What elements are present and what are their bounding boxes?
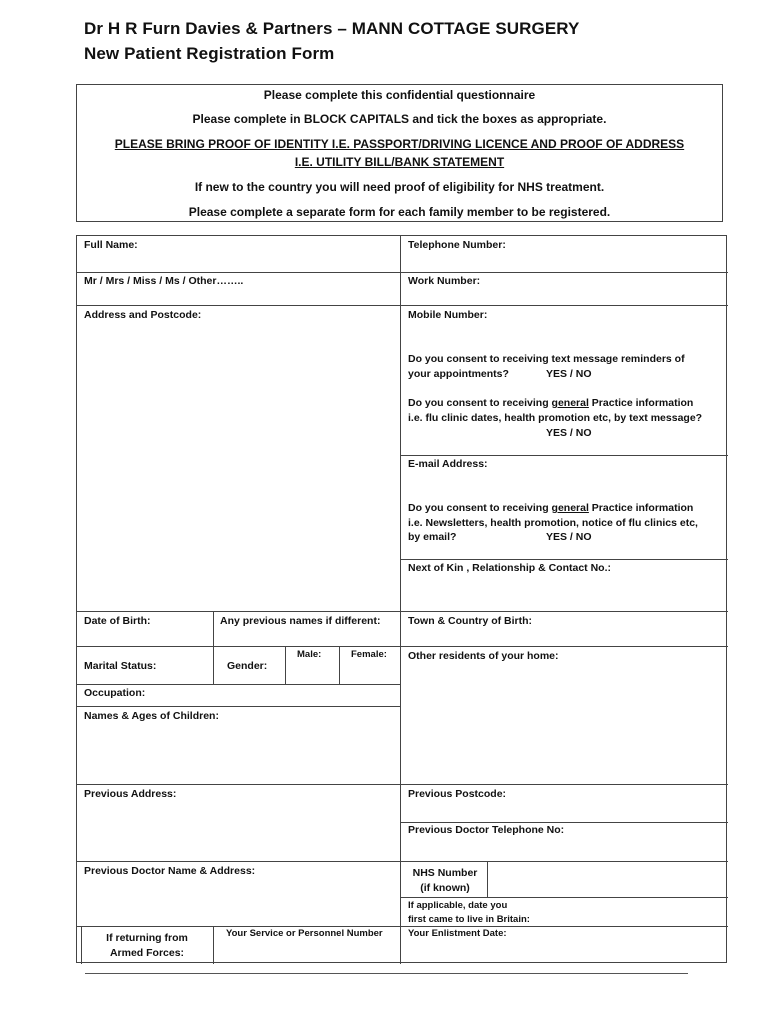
form-title: Dr H R Furn Davies & Partners – MANN COTTAGE SURGERY: [84, 19, 580, 38]
instruction-line: PLEASE BRING PROOF OF IDENTITY I.E. PASSPORT/DRIVING LICENCE AND PROOF OF ADDRESS: [114, 137, 685, 151]
instructions-box: [76, 84, 723, 222]
full-name-field[interactable]: Full Name:: [84, 239, 138, 251]
title-field[interactable]: Mr / Mrs / Miss / Ms / Other……..: [84, 275, 244, 287]
previous-names-field[interactable]: Any previous names if different:: [220, 615, 381, 627]
gender-label: Gender:: [227, 660, 268, 672]
town-country-field[interactable]: Town & Country of Birth:: [408, 615, 533, 627]
male-checkbox[interactable]: Male:: [297, 649, 322, 660]
armed-forces-label: If returning from: [106, 932, 188, 944]
nhs-number-label: (if known): [420, 882, 470, 894]
info-yes-no[interactable]: YES / NO: [546, 427, 592, 439]
occupation-field[interactable]: Occupation:: [84, 687, 146, 699]
previous-address-field[interactable]: Previous Address:: [84, 788, 177, 800]
form-subtitle: New Patient Registration Form: [84, 44, 335, 63]
prev-doctor-tel-field[interactable]: Previous Doctor Telephone No:: [408, 824, 565, 836]
service-number-field[interactable]: Your Service or Personnel Number: [226, 928, 383, 939]
sms-consent-text: Do you consent to receiving text message reminders of: [408, 353, 685, 365]
info-consent-text: i.e. flu clinic dates, health promotion etc, by text message?: [408, 412, 703, 424]
instruction-line: I.E. UTILITY BILL/BANK STATEMENT: [294, 155, 505, 169]
info-consent-text: Do you consent to receiving general Practice information: [408, 397, 694, 409]
work-number-field[interactable]: Work Number:: [408, 275, 481, 287]
nhs-number-label: NHS Number: [412, 867, 478, 879]
mobile-field[interactable]: Mobile Number:: [408, 309, 488, 321]
children-field[interactable]: Names & Ages of Children:: [84, 710, 219, 722]
instruction-line: Please complete a separate form for each family member to be registered.: [188, 205, 611, 219]
prev-doctor-name-field[interactable]: Previous Doctor Name & Address:: [84, 865, 256, 877]
email-consent-text: Do you consent to receiving general Practice information: [408, 502, 694, 514]
instruction-line: Please complete in BLOCK CAPITALS and tick the boxes as appropriate.: [192, 112, 607, 126]
other-residents-field[interactable]: Other residents of your home:: [408, 650, 559, 662]
marital-status-field[interactable]: Marital Status:: [84, 660, 157, 672]
sms-yes-no[interactable]: YES / NO: [546, 368, 592, 380]
previous-postcode-field[interactable]: Previous Postcode:: [408, 788, 507, 800]
female-checkbox[interactable]: Female:: [351, 649, 387, 660]
footer-rule: [85, 973, 688, 974]
telephone-field[interactable]: Telephone Number:: [408, 239, 506, 251]
email-consent-text: i.e. Newsletters, health promotion, notice of flu clinics etc,: [408, 517, 698, 529]
address-field[interactable]: Address and Postcode:: [84, 309, 202, 321]
first-came-label: If applicable, date you: [408, 900, 508, 911]
instruction-line: Please complete this confidential questionnaire: [263, 88, 536, 102]
sms-consent-text: your appointments?: [408, 368, 509, 380]
enlistment-date-field[interactable]: Your Enlistment Date:: [408, 928, 507, 939]
instruction-line: If new to the country you will need proof of eligibility for NHS treatment.: [194, 180, 605, 194]
registration-form-table: [76, 235, 727, 963]
next-of-kin-field[interactable]: Next of Kin , Relationship & Contact No.:: [408, 562, 612, 574]
armed-forces-label: Armed Forces:: [109, 947, 185, 959]
email-field[interactable]: E-mail Address:: [408, 458, 488, 470]
dob-field[interactable]: Date of Birth:: [84, 615, 151, 627]
email-yes-no[interactable]: YES / NO: [546, 531, 592, 543]
first-came-label: first came to live in Britain:: [408, 914, 530, 925]
email-consent-text: by email?: [408, 531, 457, 543]
